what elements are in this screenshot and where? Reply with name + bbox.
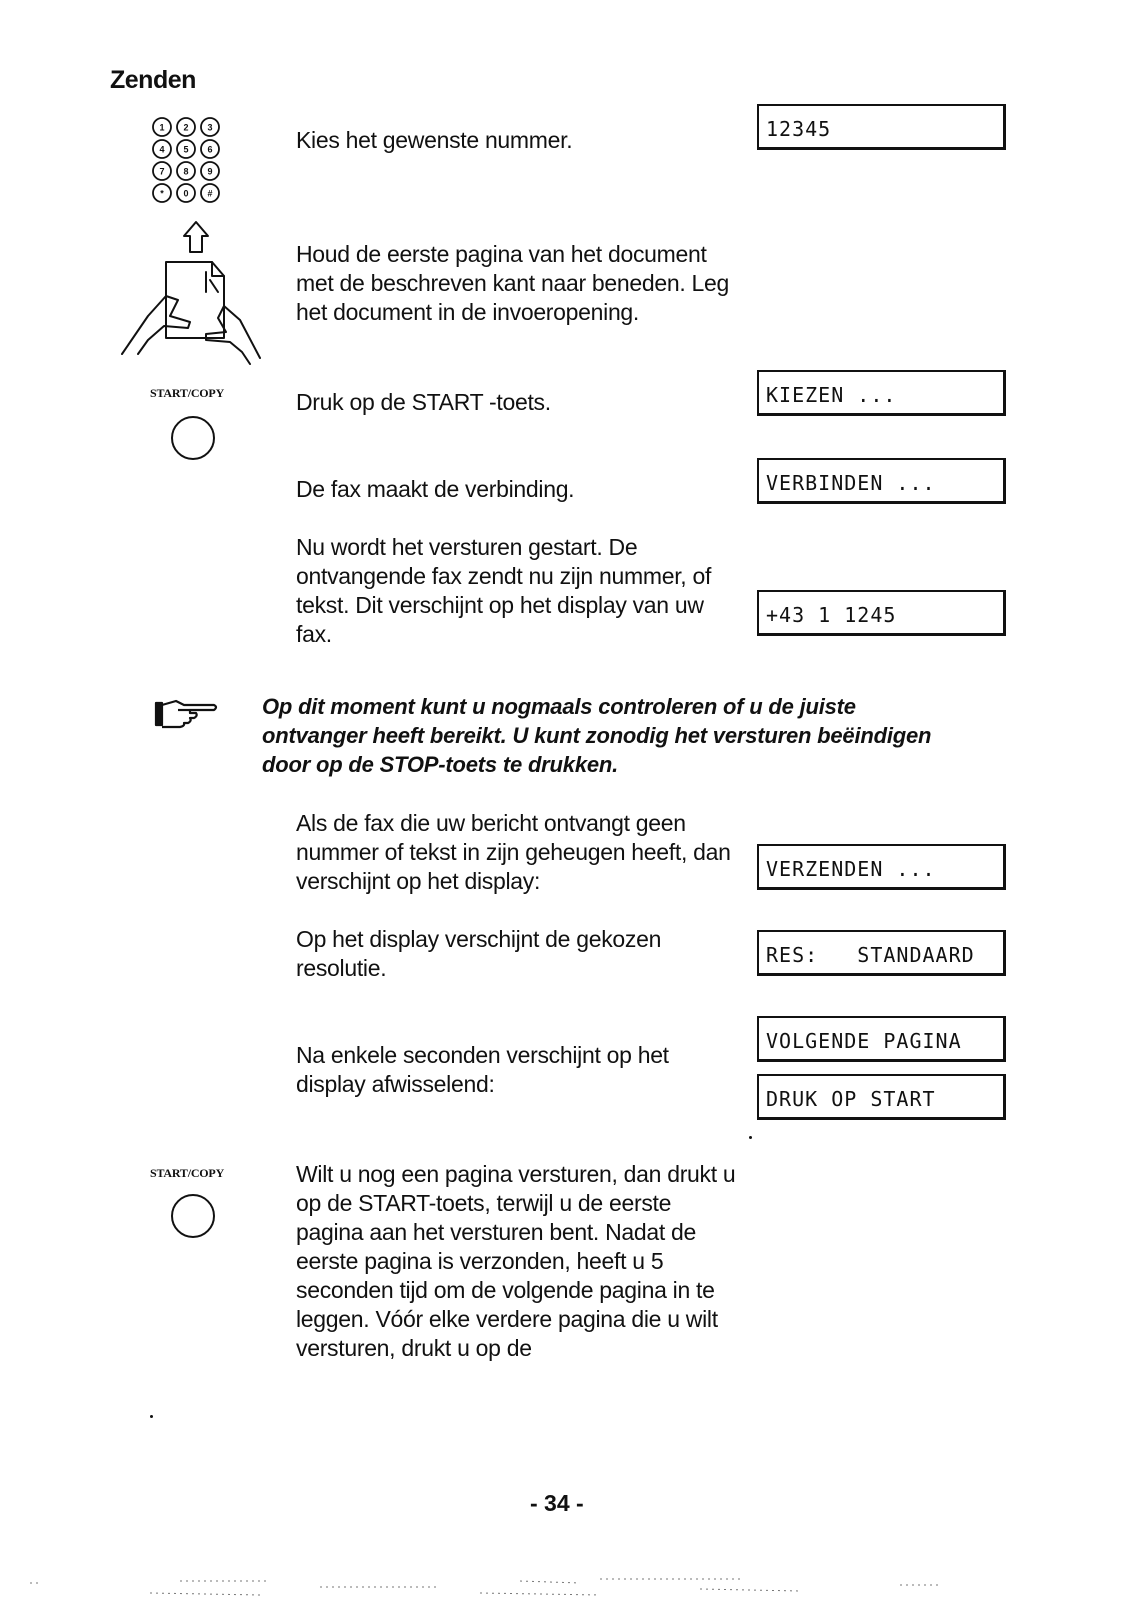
display-verbinden: VERBINDEN ... — [757, 458, 1006, 504]
display-resolution: RES: STANDAARD — [757, 930, 1006, 976]
step-no-number-text: Als de fax die uw bericht ontvangt geen nummer of tekst in zijn geheugen heeft, dan verschijnt op het display: — [296, 810, 731, 894]
insert-document-icon — [118, 218, 268, 368]
keypad-key-label: # — [207, 188, 213, 199]
keypad-key-label: 4 — [159, 144, 165, 155]
scan-speck — [150, 1415, 153, 1418]
pointing-hand-icon — [154, 697, 222, 729]
keypad-key-label: 8 — [183, 166, 189, 177]
keypad-key-label: 3 — [207, 122, 213, 133]
step-connect-text: De fax maakt de verbinding. — [296, 476, 575, 502]
keypad-key-label: 9 — [207, 166, 213, 177]
display-number: 12345 — [757, 104, 1006, 150]
keypad-key-label: 7 — [159, 166, 165, 177]
step-dial-text: Kies het gewenste nummer. — [296, 127, 573, 153]
step-resolution-text: Op het display verschijnt de gekozen resolutie. — [296, 926, 662, 981]
start-copy-button[interactable] — [171, 416, 215, 460]
page-number: - 34 - — [530, 1490, 584, 1516]
keypad-icon — [150, 115, 240, 207]
scan-noise — [0, 1575, 1135, 1600]
display-kiezen: KIEZEN ... — [757, 370, 1006, 416]
step-alternating-text: Na enkele seconden verschijnt op het display afwisselend: — [296, 1042, 669, 1097]
step-sending-text: Nu wordt het versturen gestart. De ontvangende fax zendt nu zijn nummer, of tekst. Dit verschijnt op het display van uw fax. — [296, 534, 712, 647]
display-verzenden: VERZENDEN ... — [757, 844, 1006, 890]
display-volgende-pagina: VOLGENDE PAGINA — [757, 1016, 1006, 1062]
start-copy-button[interactable] — [171, 1194, 215, 1238]
keypad-key-label: 6 — [207, 144, 213, 155]
section-heading: Zenden — [110, 66, 196, 94]
step-insert-text: Houd de eerste pagina van het document met de beschreven kant naar beneden. Leg het document in de invoeropening. — [296, 241, 729, 325]
step-next-page-text: Wilt u nog een pagina versturen, dan drukt u op de START-toets, terwijl u de eerste pagina aan het versturen bent. Nadat de eerste pagina is verzonden, heeft u 5 seconden tijd om de volgende pagina in te leggen. Vóór elke verdere pagina die u wilt versturen, drukt u op de — [296, 1161, 736, 1361]
start-copy-label: START/COPY — [150, 386, 225, 400]
keypad-key-label: * — [160, 188, 164, 199]
step-start-text: Druk op de START -toets. — [296, 389, 551, 415]
note-text: Op dit moment kunt u nogmaals controleren of u de juiste ontvanger heeft bereikt. U kunt zonodig het versturen beëindigen door op de STOP-toets te drukken. — [262, 694, 932, 777]
keypad-key-label: 0 — [183, 188, 189, 199]
scan-speck — [749, 1136, 752, 1139]
display-druk-op-start: DRUK OP START — [757, 1074, 1006, 1120]
display-remote-number: +43 1 1245 — [757, 590, 1006, 636]
start-copy-label: START/COPY — [150, 1166, 225, 1180]
keypad-key-label: 1 — [159, 122, 165, 133]
keypad-key-label: 5 — [183, 144, 189, 155]
keypad-key-label: 2 — [183, 122, 189, 133]
